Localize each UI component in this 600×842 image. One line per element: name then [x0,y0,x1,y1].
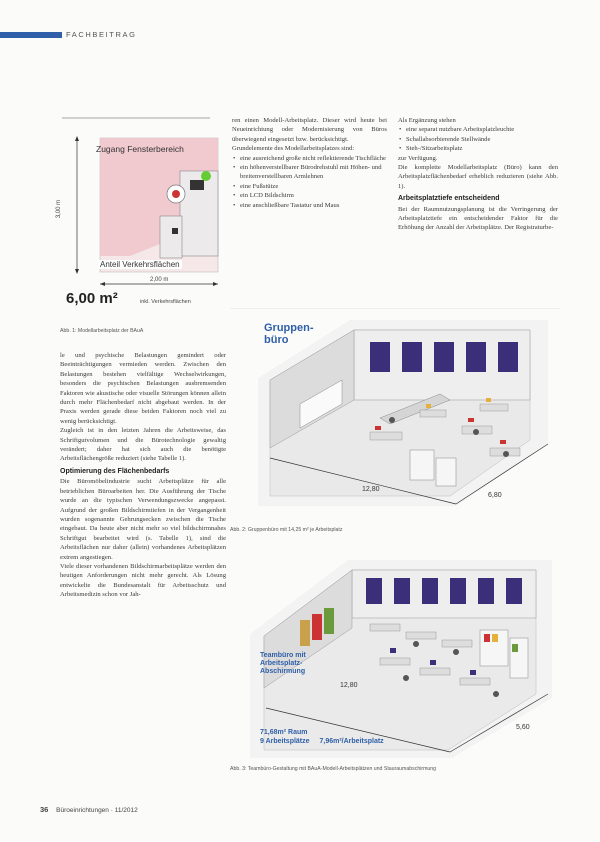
figure-2-title-line: büro [264,334,289,346]
paragraph: Bei der Raumnutzungsplanung ist die Verringerung der Arbeitsplatztiefe ein entscheidender Faktor für die Erhöhung der Anzahl der Arbeitsplätze. Der Registraturbe- [398,205,558,232]
list-item: • ein höhenverstellbarer Bürodrehstuhl mit Höhen- und breitenverstellbaren Armlehnen [240,163,387,182]
workplace-count: 9 Arbeitsplätze [260,738,310,745]
section-heading: Optimierung des Flächenbedarfs [60,467,170,475]
paragraph: Viele dieser vorhandenen Bildschirmarbeitsplätze werden den heutigen Anforderungen nicht mehr gerecht. Als Lösung entwickelte die Bundesanstalt für Arbeitsschutz und Arbeitsmedizin schon vor Jah- [60,562,226,599]
depth-dimension-label: 5,60 [516,724,530,731]
footer-text: Büroeinrichtungen · 11/2012 [56,807,138,814]
height-dimension-label: 3,00 m [56,199,63,219]
list-item: • ein LCD Bildschirm [240,191,387,200]
list-item: • eine ausreichend große nicht reflektierende Tischfläche [240,154,387,163]
traffic-area-label: Anteil Verkehrsflächen [100,260,180,269]
paragraph: Die Büromöbelindustrie sucht Arbeitsplätze für alle betrieblichen Büroarbeiten her. Die Ausführung der Tische wurde an die typischen Verwendungszwecke angepasst. Aufgrund der großen Bildschirmtiefen in der Vergangenheit wurden sogenannte Gehrungsecken zwischen die Tische eingebaut. Da heute aber nicht mehr so viel bildschirmnahes Schriftgut bearbeitet wird (s. Tabelle 1), sind die Arbeitsflächen nur daher (allein) vorhandenes Arbeitsplätzen extrem angestiegen. [60,478,226,561]
figure-2-title-line: Gruppen- [264,322,314,334]
figure-1-caption: Abb. 1: Modellarbeitsplatz der BAuA [60,328,144,334]
figure-3 [230,548,560,760]
figure-3-label [260,652,306,676]
page-number: 36 [40,805,49,814]
room-area-stat: 71,68m² Raum [260,729,308,736]
width-dimension-label: 2,00 m [150,277,169,283]
workplace-stat [260,737,384,746]
page-footer [40,805,138,814]
column-1 [60,351,226,600]
section-label: FACHBEITRAG [66,30,137,39]
length-dimension-label: 12,80 [362,486,380,493]
list-item: • eine anschließbare Tastatur und Maus [240,201,387,210]
paragraph: Zugleich ist in den letzten Jahren die Arbeitsweise, das Schriftgutvolumen und die Bürotechnologie gewaltig verändert; daher hat sich auch die benötigte Arbeitsflächengröße reduziert (siehe Tabelle 1). [60,427,226,463]
section-heading: Arbeitsplatztiefe entscheidend [398,195,500,203]
area-note: inkl. Verkehrsflächen [140,299,191,305]
depth-dimension-label: 6,80 [488,492,502,499]
header-accent-bar [0,32,62,38]
paragraph: le und psychische Belastungen gemindert oder Beeinträchtigungen vermieden werden. Zwischen den Belastungen bestehen vielfältige Wechselwirkungen, besonders die psychischen Belastungen ausbremsenden Faktoren wie akustische oder visuelle Störungen können allein durch mehr Flächenbedarf nicht abgebaut werden. In der Praxis werden gerade diese beiden Faktoren noch viel zu wenig berücksichtigt. [60,352,226,425]
list-item: • eine separat nutzbare Arbeitsplatzleuchte [406,125,558,134]
paragraph: Die komplette Modellarbeitsplatz (Büro) kann den Arbeitsplatzflächenbedarf erheblich reduzieren (siehe Abb. 1). [398,164,558,190]
paragraph: zur Verfügung. [398,154,438,162]
column-2 [232,116,387,210]
figure-2-title [264,322,314,346]
paragraph: Als Ergänzung stehen [398,117,456,124]
list-item: • Steh-/Sitzarbeitsplatz [406,144,558,153]
figure-3-caption: Abb. 3: Teambüro-Gestaltung mit BAuA-Modell-Arbeitsplätzen und Stauraumabschirmung [230,766,437,772]
length-dimension-label: 12,80 [340,682,358,689]
figure-3-stats [260,728,384,746]
area-value: 6,00 m² [66,290,118,307]
paragraph: ren einen Modell-Arbeitsplatz. Dieser wird heute bei Neueinrichtung oder Modernisierung von Büros überwiegend eingesetzt bzw. berücksichtigt. [232,117,387,143]
element-list [232,154,387,210]
figure-3-label-line: Teambüro mit [260,652,306,659]
figure-2-caption: Abb. 2: Gruppenbüro mit 14,25 m² je Arbeitsplatz [230,527,343,533]
area-per-workplace: 7,96m²/Arbeitsplatz [319,738,384,745]
figure-1 [56,116,222,321]
column-3 [398,116,558,233]
figure-3-label-line: Arbeitsplatz- [260,660,303,667]
figure-3-label-line: Abschirmung [260,668,306,675]
supplement-list [398,125,558,153]
figure-2 [230,308,560,520]
list-item: • Schallabsorbierende Stellwände [406,135,558,144]
access-window-label: Zugang Fensterbereich [96,144,184,154]
list-item: • eine Fußstütze [240,182,387,191]
list-heading: Grundelemente des Modellarbeitsplatzes sind: [232,145,355,153]
